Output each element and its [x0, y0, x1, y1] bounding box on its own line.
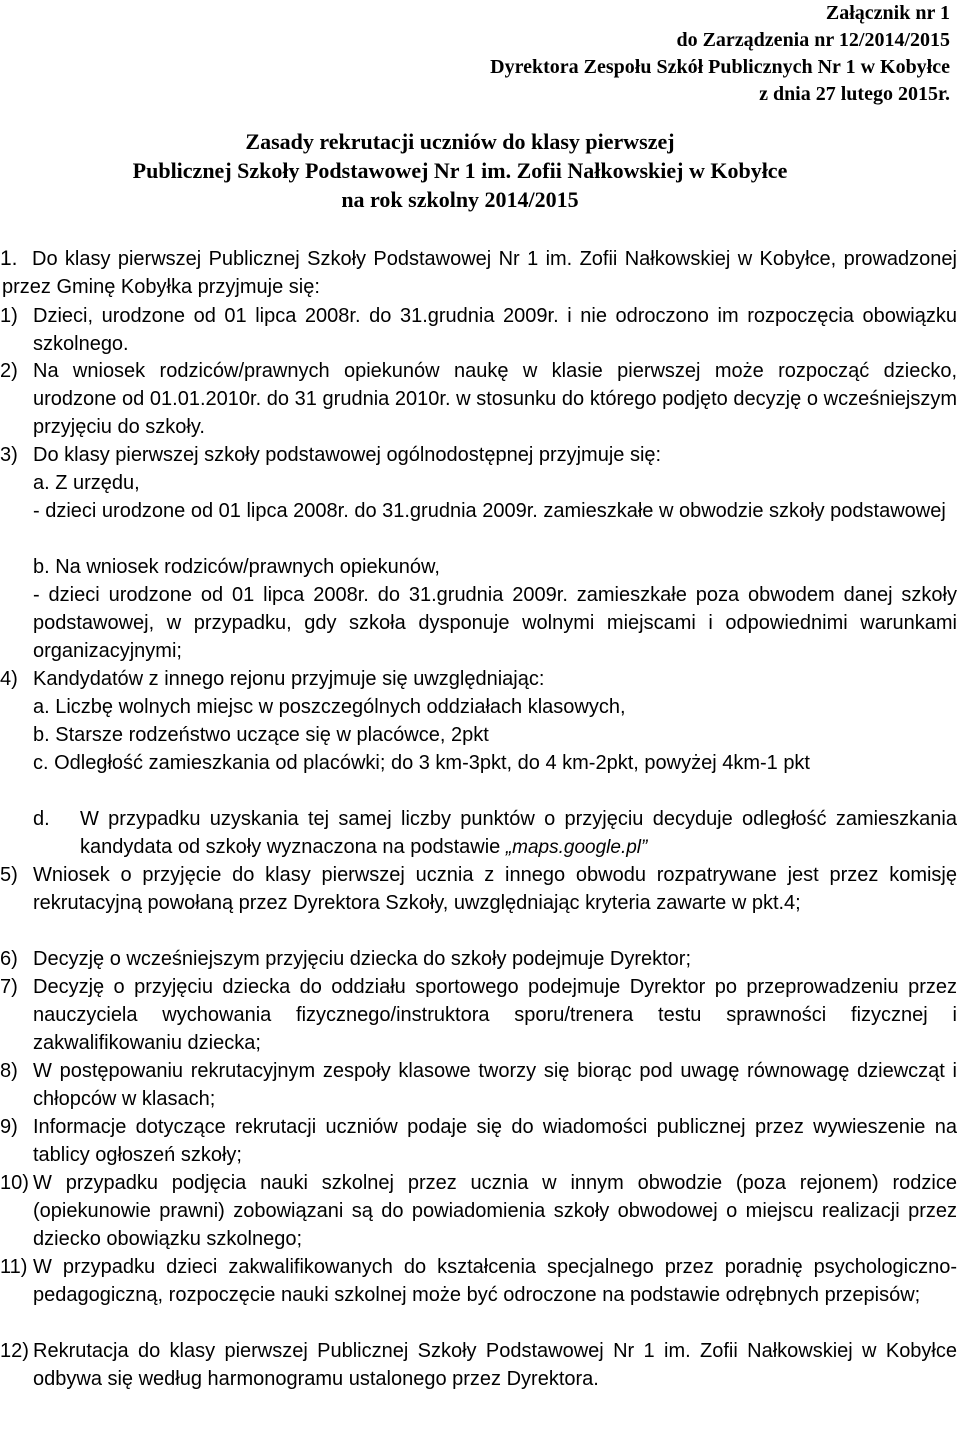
- maps-google-link: „maps.google.pl”: [505, 837, 648, 858]
- item-number: 8): [0, 1060, 18, 1082]
- item-text: W przypadku podjęcia nauki szkolnej przez ucznia w innym obwodzie (poza rejonem) rodzice (opiekunowie prawni) zobowiązani są do powiadomienia szkoły obwodowej o miejscu realizacji przez dziecko obowiązku szkolnego;: [33, 1172, 957, 1250]
- item-number: 2): [0, 360, 18, 382]
- issuer: Dyrektora Zespołu Szkół Publicznych Nr 1 w Kobyłce: [490, 56, 950, 78]
- issue-date: z dnia 27 lutego 2015r.: [759, 83, 950, 105]
- item-text: Rekrutacja do klasy pierwszej Publicznej Szkoły Podstawowej Nr 1 im. Zofii Nałkowskiej w Kobyłce odbywa się według harmonogramu ustalonego przez Dyrektora.: [33, 1340, 957, 1390]
- item-number: 7): [0, 976, 18, 998]
- item-text: Decyzję o wcześniejszym przyjęciu dziecka do szkoły podejmuje Dyrektor;: [33, 948, 692, 970]
- item-number: 6): [0, 948, 18, 970]
- ordinance-reference: do Zarządzenia nr 12/2014/2015: [676, 29, 950, 51]
- sub-item-b: b. Starsze rodzeństwo uczące się w placówce, 2pkt: [33, 724, 489, 746]
- item-number: 5): [0, 864, 18, 886]
- intro-text: Do klasy pierwszej Publicznej Szkoły Podstawowej Nr 1 im. Zofii Nałkowskiej w Kobyłce, prowadzonej przez Gminę Kobyłka przyjmuje się:: [2, 248, 957, 298]
- item-number: 10): [0, 1172, 29, 1194]
- item-text: Decyzję o przyjęciu dziecka do oddziału sportowego podejmuje Dyrektor po przeprowadzeniu przez nauczyciela wychowania fizycznego/instruktora sporu/trenera testu sprawności fizycznej i zakwalifikowaniu dziecka;: [33, 976, 957, 1054]
- item-number: 1): [0, 305, 18, 327]
- item-number: 11): [0, 1256, 28, 1278]
- sub-item-d-label: d.: [33, 808, 50, 830]
- item-text: W przypadku dzieci zakwalifikowanych do kształcenia specjalnego przez poradnię psychologiczno-pedagogiczną, rozpoczęcie nauki szkolnej może być odroczone na podstawie odrębnych przepisów;: [33, 1256, 957, 1306]
- item-number: 4): [0, 668, 18, 690]
- sub-item-a-text: - dzieci urodzone od 01 lipca 2008r. do 31.grudnia 2009r. zamieszkałe w obwodzie szkoły podstawowej: [33, 500, 946, 522]
- item-text: Do klasy pierwszej szkoły podstawowej ogólnodostępnej przyjmuje się:: [33, 444, 662, 466]
- item-text: Kandydatów z innego rejonu przyjmuje się uwzględniając:: [33, 668, 545, 690]
- item-number: 12): [0, 1340, 29, 1362]
- attachment-number: Załącznik nr 1: [825, 2, 950, 24]
- item-text: Wniosek o przyjęcie do klasy pierwszej ucznia z innego obwodu rozpatrywane jest przez komisję rekrutacyjną powołaną przez Dyrektora Szkoły, uwzględniając kryteria zawarte w pkt.4;: [33, 864, 957, 914]
- item-text: Informacje dotyczące rekrutacji uczniów podaje się do wiadomości publicznej przez wywieszenie na tablicy ogłoszeń szkoły;: [33, 1116, 957, 1166]
- item-text: Na wniosek rodziców/prawnych opiekunów naukę w klasie pierwszej może rozpocząć dziecko, urodzone od 01.01.2010r. do 31 grudnia 2010r. w stosunku do którego podjęto decyzję o wcześniejszym przyjęciu do szkoły.: [33, 360, 957, 438]
- title-line-3: na rok szkolny 2014/2015: [341, 187, 579, 212]
- title-line-1: Zasady rekrutacji uczniów do klasy pierwszej: [245, 129, 675, 154]
- attachment-header: [490, 0, 950, 108]
- sub-item-a: a. Liczbę wolnych miejsc w poszczególnych oddziałach klasowych,: [33, 696, 626, 718]
- item-number: 9): [0, 1116, 18, 1138]
- sub-item-b-text: - dzieci urodzone od 01 lipca 2008r. do 31.grudnia 2009r. zamieszkałe poza obwodem danej szkoły podstawowej, w przypadku, gdy szkoła dysponuje wolnymi miejscami i odpowiednimi warunkami organizacyjnymi;: [33, 584, 957, 662]
- intro-number: 1.: [0, 247, 18, 270]
- sub-item-a-label: a. Z urzędu,: [33, 472, 140, 494]
- sub-item-c: c. Odległość zamieszkania od placówki; do 3 km-3pkt, do 4 km-2pkt, powyżej 4km-1 pkt: [33, 752, 810, 774]
- sub-item-d-text: W przypadku uzyskania tej samej liczby punktów o przyjęciu decyduje odległość zamieszkania kandydata od szkoły wyznaczona na podstawie: [80, 808, 957, 858]
- sub-item-d: [80, 805, 957, 862]
- sub-item-b-label: b. Na wniosek rodziców/prawnych opiekunów,: [33, 556, 440, 578]
- title-line-2: Publicznej Szkoły Podstawowej Nr 1 im. Zofii Nałkowskiej w Kobyłce: [132, 158, 788, 183]
- document-title: [0, 127, 920, 214]
- item-number: 3): [0, 444, 18, 466]
- item-text: Dzieci, urodzone od 01 lipca 2008r. do 31.grudnia 2009r. i nie odroczono im rozpoczęcia obowiązku szkolnego.: [33, 305, 957, 355]
- item-text: W postępowaniu rekrutacyjnym zespoły klasowe tworzy się biorąc pod uwagę równowagę dziewcząt i chłopców w klasach;: [33, 1060, 957, 1110]
